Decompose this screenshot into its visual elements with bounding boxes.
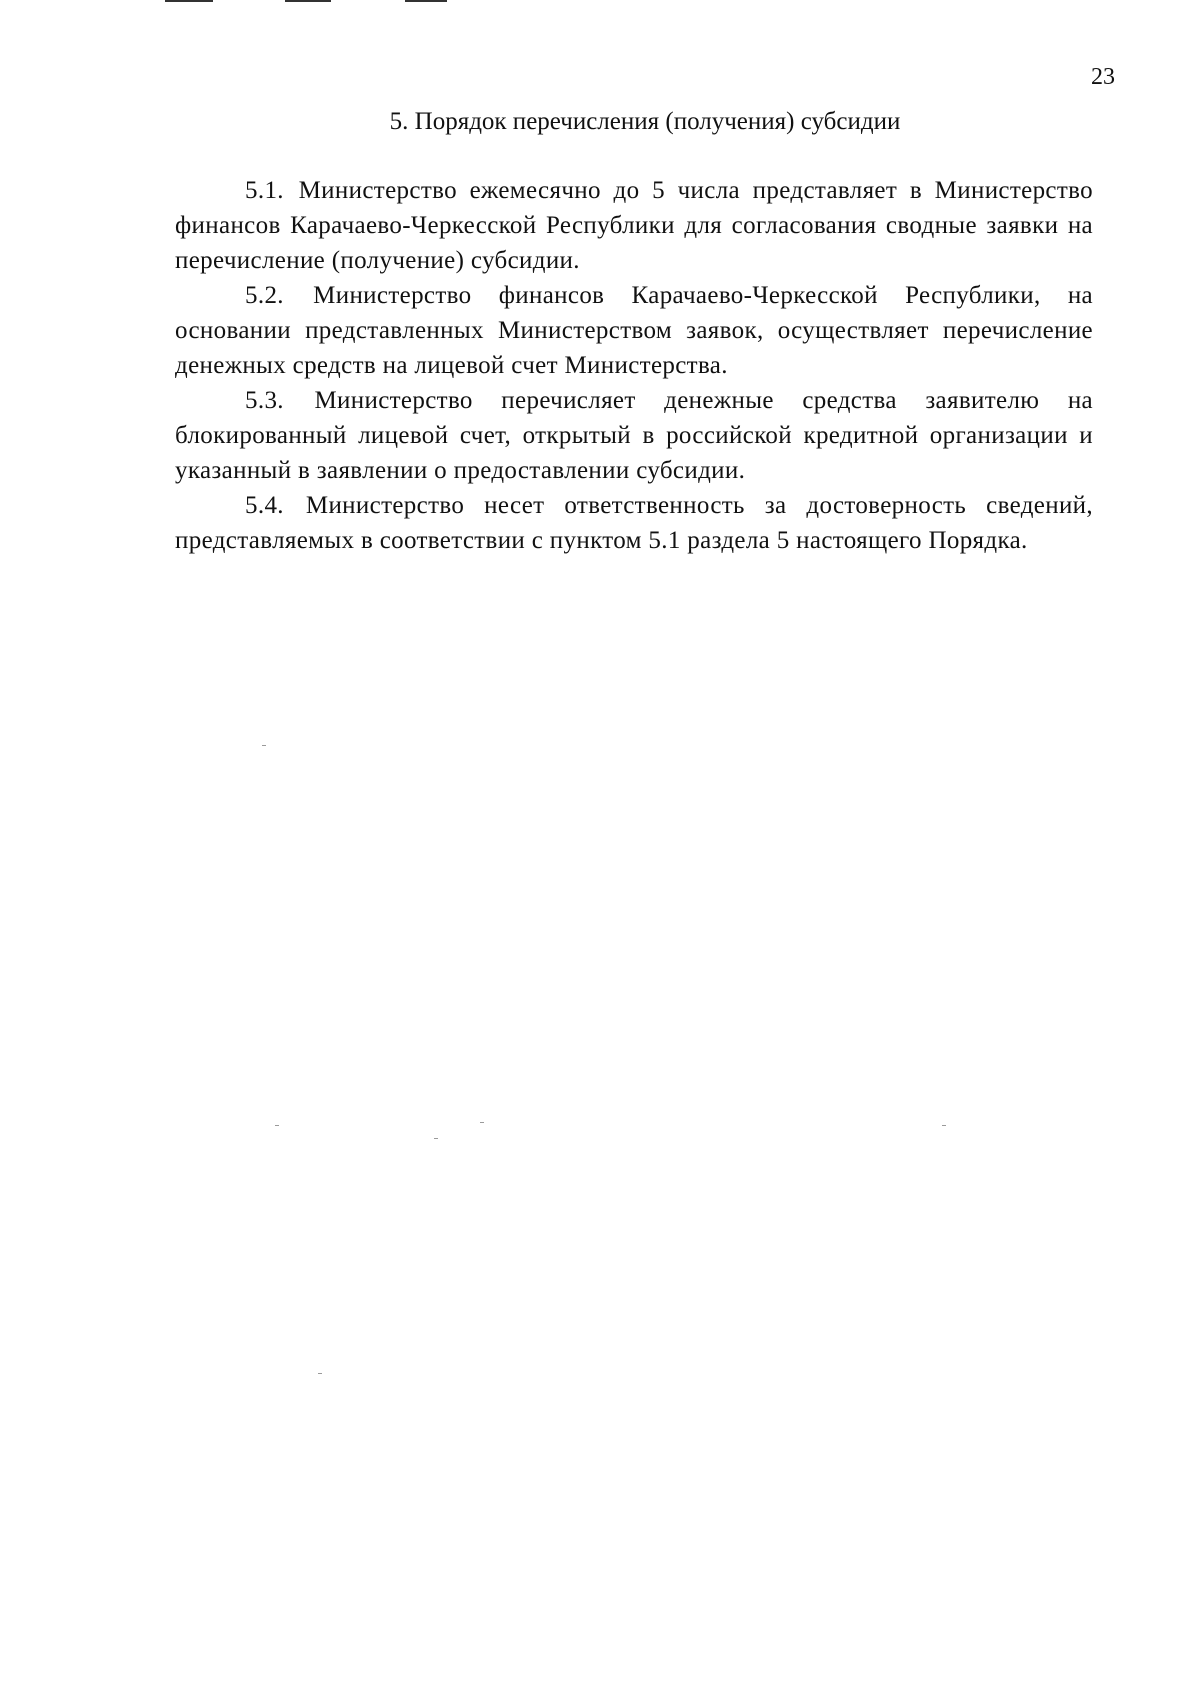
section-title: 5. Порядок перечисления (получения) субсидии [389,108,901,135]
paragraph-number: 5.1. [245,177,284,204]
paragraph-text: Министерство ежемесячно до 5 числа представляет в Министерство финансов Карачаево-Черкесской Республики для согласования сводные заявки на перечисление (получение) субсидии. [175,177,1093,274]
paragraph-5-2 [175,278,1093,383]
paragraph-5-3 [175,383,1093,488]
paragraph-text: Министерство перечисляет денежные средства заявителю на блокированный лицевой счет, открытый в российской кредитной организации и указанный в заявлении о предоставлении субсидии. [175,387,1093,484]
paragraph-5-4 [175,488,1093,558]
section-body [175,173,1093,558]
page-number: 23 [1091,64,1115,90]
scan-speck [942,1125,946,1126]
scan-speck [275,1125,279,1126]
paragraph-number: 5.3. [245,387,284,414]
paragraph-number: 5.2. [245,282,284,309]
scan-artifact-line [165,0,213,2]
scan-speck [262,745,266,746]
paragraph-number: 5.4. [245,492,284,519]
scan-speck [480,1122,484,1123]
scan-speck [318,1373,322,1374]
paragraph-text: Министерство финансов Карачаево-Черкесской Республики, на основании представленных Министерством заявок, осуществляет перечисление денежных средств на лицевой счет Министерства. [175,282,1093,379]
scan-speck [434,1138,438,1139]
scan-artifact-line [405,0,447,2]
scan-artifact-line [285,0,331,2]
paragraph-5-1 [175,173,1093,278]
paragraph-text: Министерство несет ответственность за достоверность сведений, представляемых в соответствии с пунктом 5.1 раздела 5 настоящего Порядка. [175,492,1093,554]
